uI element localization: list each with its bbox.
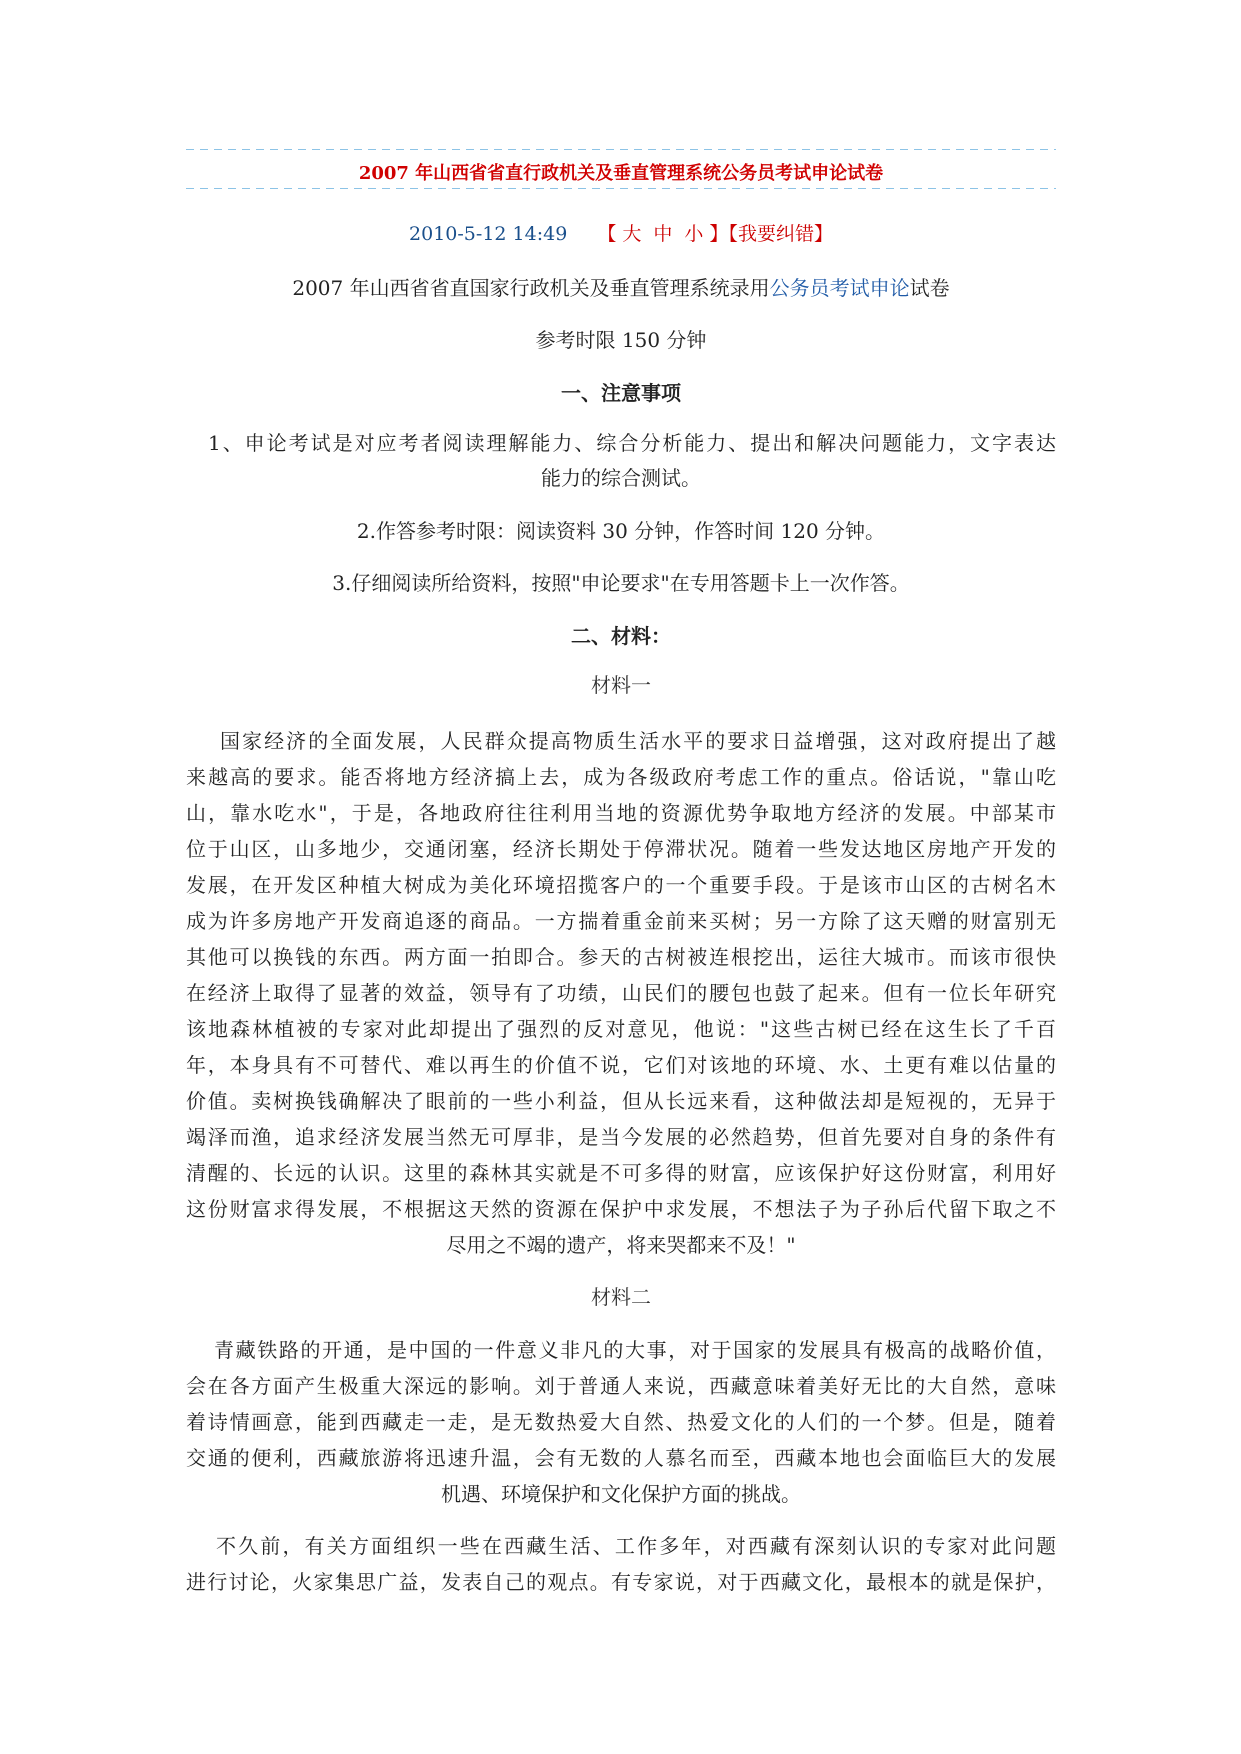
paragraph-line: 竭泽而渔，追求经济发展当然无可厚非，是当今发展的必然趋势，但首先要对自身的条件有	[186, 1125, 1056, 1149]
paragraph-line: 其他可以换钱的东西。两方面一拍即合。参天的古树被连根挖出，运往大城市。而该市很快	[186, 945, 1056, 969]
paragraph-line: 清醒的、长远的认识。这里的森林其实就是不可多得的财富，应该保护好这份财富，利用好	[186, 1161, 1056, 1185]
paragraph-line: 山，靠水吃水"，于是，各地政府往往利用当地的资源优势争取地方经济的发展。中部某市	[186, 801, 1056, 825]
paragraph-line: 发展，在开发区种植大树成为美化环境招揽客户的一个重要手段。于是该市山区的古树名木	[186, 873, 1056, 897]
subtitle-prefix: 2007 年山西省省直国家行政机关及垂直管理系统录用	[292, 276, 770, 300]
paragraph-line: 价值。卖树换钱确解决了眼前的一些小利益，但从长远来看，这种做法却是短视的，无异于	[186, 1089, 1056, 1113]
bracket-open: 【	[728, 223, 738, 245]
paragraph-line: 国家经济的全面发展，人民群众提高物质生活水平的要求日益增强，这对政府提出了越	[220, 729, 1056, 753]
paragraph-line: 交通的便利，西藏旅游将迅速升温，会有无数的人慕名而至，西藏本地也会面临巨大的发展	[186, 1446, 1056, 1470]
bracket-close: 】	[709, 223, 729, 245]
paragraph-line: 该地森林植被的专家对此却提出了强烈的反对意见，他说："这些古树已经在这生长了千百	[186, 1017, 1056, 1041]
time-limit: 参考时限 150 分钟	[535, 328, 707, 352]
paragraph-line: 不久前，有关方面组织一些在西藏生活、工作多年，对西藏有深刻认识的专家对此问题	[216, 1534, 1056, 1558]
title-divider	[186, 188, 1056, 189]
paragraph-line: 1、申论考试是对应考者阅读理解能力、综合分析能力、提出和解决问题能力，文字表达	[208, 431, 1056, 455]
paragraph-line: 进行讨论，火家集思广益，发表自己的观点。有专家说，对于西藏文化，最根本的就是保护，	[186, 1570, 1056, 1594]
article-title: 2007 年山西省省直行政机关及垂直管理系统公务员考试申论试卷	[358, 163, 884, 184]
paragraph-line: 在经济上取得了显著的效益，领导有了功绩，山民们的腰包也鼓了起来。但有一位长年研究	[186, 981, 1056, 1005]
font-size-large-link[interactable]: 大	[622, 223, 642, 245]
subtitle-suffix: 试卷	[909, 276, 950, 300]
bracket-close: 】	[813, 223, 833, 245]
material-2-paragraph-2	[186, 1528, 1056, 1600]
note-item-2: 2.作答参考时限：阅读资料 30 分钟，作答时间 120 分钟。	[356, 519, 886, 543]
paragraph-line: 成为许多房地产开发商追逐的商品。一方揣着重金前来买树；另一方除了这天赠的财富别无	[186, 909, 1056, 933]
top-divider	[186, 149, 1056, 150]
note-item-3: 3.仔细阅读所给资料，按照"申论要求"在专用答题卡上一次作答。	[332, 571, 910, 595]
paragraph-line: 尽用之不竭的遗产，将来哭都来不及！"	[446, 1233, 796, 1257]
font-size-controls	[597, 223, 833, 245]
paragraph-line: 这份财富求得发展，不根据这天然的资源在保护中求发展，不想法子为子孙后代留下取之不	[186, 1197, 1056, 1221]
font-size-medium-link[interactable]: 中	[653, 223, 673, 245]
paragraph-line: 着诗情画意，能到西藏走一走，是无数热爱大自然、热爱文化的人们的一个梦。但是，随着	[186, 1410, 1056, 1434]
bracket-open: 【	[597, 223, 617, 245]
font-size-small-link[interactable]: 小	[684, 223, 704, 245]
material-2-label: 材料二	[591, 1285, 651, 1309]
note-item-1	[186, 426, 1056, 496]
section-heading-notes: 一、注意事项	[561, 381, 681, 405]
article-meta	[186, 216, 1056, 252]
paragraph-line: 年，本身具有不可替代、难以再生的价值不说，它们对该地的环境、水、土更有难以估量的	[186, 1053, 1056, 1077]
publish-date: 2010-5-12 14:49	[409, 223, 568, 245]
paragraph-line: 位于山区，山多地少，交通闭塞，经济长期处于停滞状况。随着一些发达地区房地产开发的	[186, 837, 1056, 861]
exam-category-link[interactable]: 公务员考试申论	[769, 276, 910, 300]
material-2-paragraph-1	[186, 1332, 1056, 1512]
section-heading-materials: 二、材料：	[571, 624, 671, 648]
report-error-link[interactable]: 我要纠错	[737, 223, 814, 245]
paragraph-line: 青藏铁路的开通，是中国的一件意义非凡的大事，对于国家的发展具有极高的战略价值，	[214, 1338, 1056, 1362]
paragraph-line: 机遇、环境保护和文化保护方面的挑战。	[441, 1482, 801, 1506]
paragraph-line: 会在各方面产生极重大深远的影响。刘于普通人来说，西藏意味着美好无比的大自然，意味	[186, 1374, 1056, 1398]
paragraph-line: 来越高的要求。能否将地方经济搞上去，成为各级政府考虑工作的重点。俗话说，"靠山吃	[186, 765, 1056, 789]
paragraph-line: 能力的综合测试。	[541, 466, 701, 490]
exam-subtitle	[186, 270, 1056, 306]
material-1-paragraph-1	[186, 723, 1056, 1263]
material-1-label: 材料一	[591, 673, 651, 697]
